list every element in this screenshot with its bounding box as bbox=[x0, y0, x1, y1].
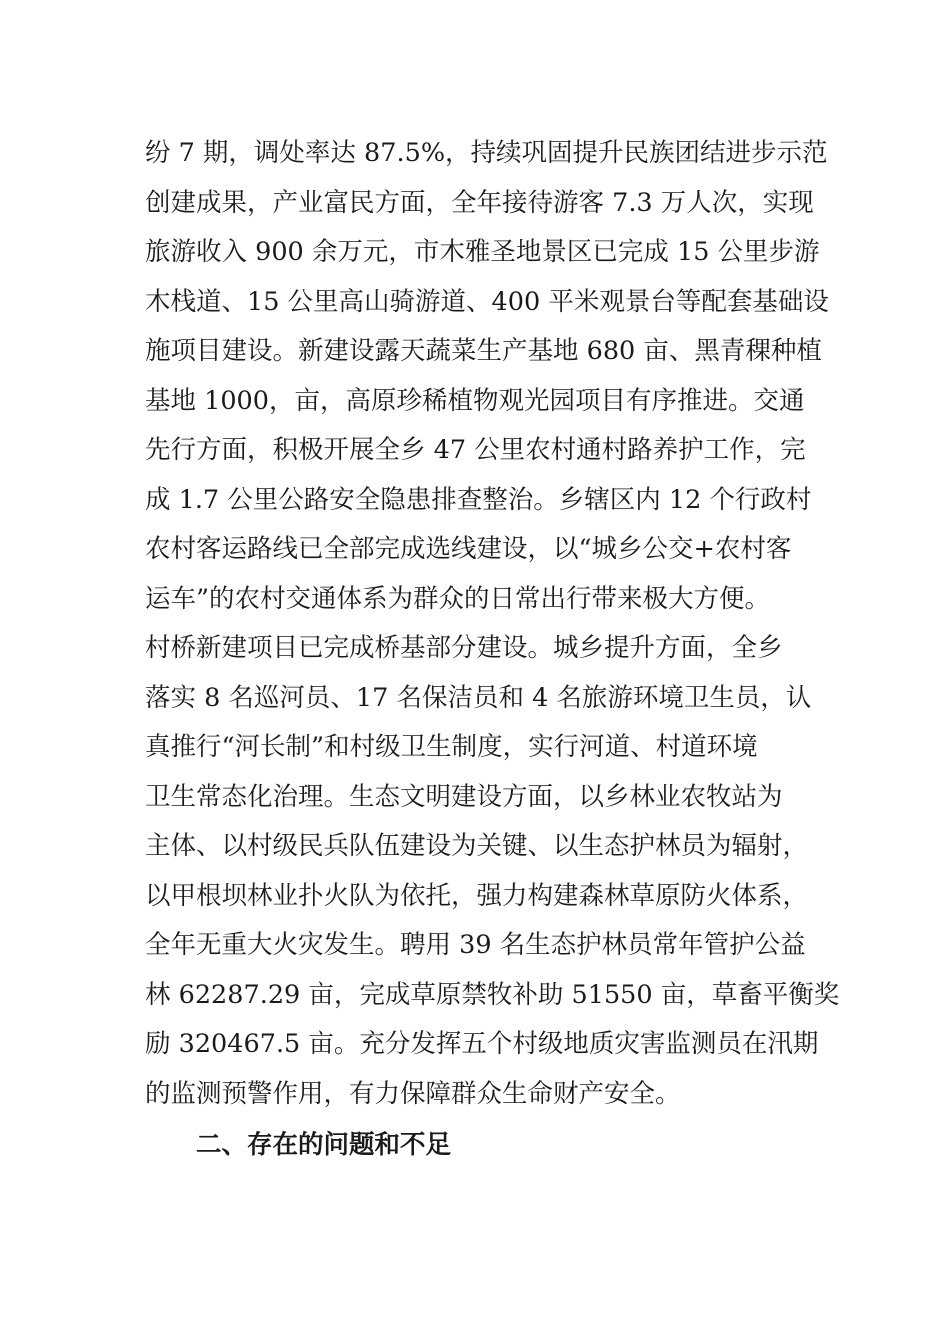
text-line-12: 落实 8 名巡河员、17 名保洁员和 4 名旅游环境卫生员，认 bbox=[145, 683, 812, 713]
text-line-7: 先行方面，积极开展全乡 47 公里农村通村路养护工作，完 bbox=[145, 435, 806, 465]
text-line-6: 基地 1000，亩，高原珍稀植物观光园项目有序推进。交通 bbox=[145, 386, 805, 416]
text-line-15: 主体、以村级民兵队伍建设为关键、以生态护林员为辐射， bbox=[145, 831, 809, 861]
text-line-19: 励 320467.5 亩。充分发挥五个村级地质灾害监测员在汛期 bbox=[145, 1029, 819, 1059]
text-line-17: 全年无重大火灾发生。聘用 39 名生态护林员常年管护公益 bbox=[145, 930, 806, 960]
text-line-11: 村桥新建项目已完成桥基部分建设。城乡提升方面，全乡 bbox=[145, 633, 783, 663]
text-line-18: 林 62287.29 亩，完成草原禁牧补助 51550 亩，草畜平衡奖 bbox=[145, 980, 840, 1010]
text-line-9: 农村客运路线已全部完成选线建设，以“城乡公交+农村客 bbox=[145, 534, 792, 564]
text-line-5: 施项目建设。新建设露天蔬菜生产基地 680 亩、黑青稞种植 bbox=[145, 336, 822, 366]
text-line-1: 纷 7 期，调处率达 87.5%，持续巩固提升民族团结进步示范 bbox=[145, 138, 828, 168]
text-line-4: 木栈道、15 公里高山骑游道、400 平米观景台等配套基础设 bbox=[145, 287, 829, 317]
text-line-8: 成 1.7 公里公路安全隐患排查整治。乡辖区内 12 个行政村 bbox=[145, 485, 812, 515]
text-line-3: 旅游收入 900 余万元，市木雅圣地景区已完成 15 公里步游 bbox=[145, 237, 820, 267]
text-line-20: 的监测预警作用，有力保障群众生命财产安全。 bbox=[145, 1079, 681, 1109]
text-line-10: 运车”的农村交通体系为群众的日常出行带来极大方便。 bbox=[145, 584, 771, 614]
text-line-13: 真推行“河长制”和村级卫生制度，实行河道、村道环境 bbox=[145, 732, 758, 762]
text-line-16: 以甲根坝林业扑火队为依托，强力构建森林草原防火体系， bbox=[145, 881, 809, 911]
section-heading: 二、存在的问题和不足 bbox=[196, 1130, 452, 1160]
text-line-2: 创建成果，产业富民方面，全年接待游客 7.3 万人次，实现 bbox=[145, 188, 814, 218]
text-line-14: 卫生常态化治理。生态文明建设方面，以乡林业农牧站为 bbox=[145, 782, 783, 812]
